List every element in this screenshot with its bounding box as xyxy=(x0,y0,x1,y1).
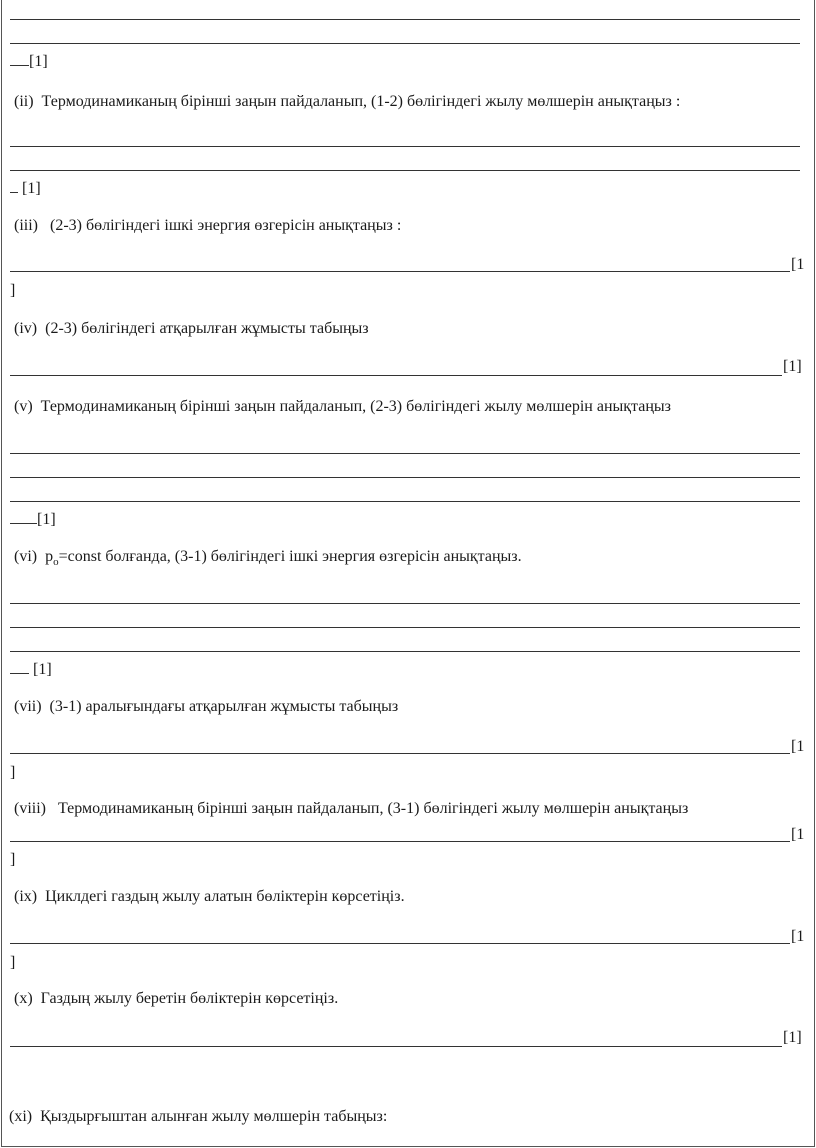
question-label: (iv) xyxy=(14,320,38,337)
question-text: (2-3) бөлігіндегі ішкі энергия өзгерісін анықтаңыз : xyxy=(50,217,402,234)
mark-allocation: [1] xyxy=(10,178,41,198)
question-text: Циклдегі газдың жылу алатын бөліктерін көрсетіңіз. xyxy=(45,888,405,905)
question-label: (iii) xyxy=(14,217,38,234)
answer-line[interactable] xyxy=(10,477,800,478)
answer-line[interactable] xyxy=(10,453,800,454)
question-ix xyxy=(14,888,405,906)
answer-line[interactable] xyxy=(10,375,782,376)
question-text: Қыздырғыштан алынған жылу мөлшерін табыңыз: xyxy=(40,1108,388,1125)
question-label: (ix) xyxy=(14,888,38,905)
answer-line[interactable] xyxy=(10,501,800,502)
question-iv xyxy=(14,320,369,338)
question-label: (vi) xyxy=(14,548,38,565)
question-text-subscript: o xyxy=(53,556,59,569)
question-text: (3-1) аралығындағы атқарылған жұмысты табыңыз xyxy=(49,698,399,715)
question-xi xyxy=(9,1108,387,1126)
question-label: (x) xyxy=(14,990,33,1007)
mark-allocation: [1] xyxy=(10,659,52,679)
question-label: (vii) xyxy=(14,698,42,715)
answer-line[interactable] xyxy=(10,651,800,652)
question-text-p: p xyxy=(45,548,54,565)
mark-allocation: ] xyxy=(10,282,16,299)
question-text: Термодинамиканың бірінші заңын пайдаланып, (2-3) бөлігіндегі жылу мөлшерін анықтаңыз xyxy=(40,398,671,415)
question-iii xyxy=(14,217,401,235)
question-label: (v) xyxy=(14,398,33,415)
mark-allocation: [1 xyxy=(791,928,805,945)
question-label: (xi) xyxy=(9,1108,33,1125)
answer-line[interactable] xyxy=(10,841,790,842)
answer-line[interactable] xyxy=(10,170,800,171)
question-x xyxy=(14,990,338,1008)
mark-allocation: ] xyxy=(10,851,16,868)
mark-allocation: ] xyxy=(10,954,16,971)
answer-line[interactable] xyxy=(10,753,790,754)
worksheet-page xyxy=(1,0,815,1147)
question-text: =const болғанда, (3-1) бөлігіндегі ішкі энергия өзгерісін анықтаңыз. xyxy=(58,548,522,565)
mark-allocation: [1] xyxy=(10,51,48,71)
mark-allocation: [1 xyxy=(791,738,805,755)
mark-allocation: ] xyxy=(10,764,16,781)
answer-line[interactable] xyxy=(10,43,800,44)
answer-line[interactable] xyxy=(10,1046,782,1047)
mark-allocation: [1] xyxy=(783,358,802,375)
answer-line[interactable] xyxy=(10,943,790,944)
mark-allocation: [1 xyxy=(791,256,805,273)
mark-allocation: [1 xyxy=(791,826,805,843)
question-v xyxy=(14,398,671,416)
answer-line[interactable] xyxy=(10,19,800,20)
mark-allocation: [1] xyxy=(10,509,56,529)
question-vii xyxy=(14,698,398,716)
question-label: (ii) xyxy=(14,93,34,110)
question-label: (viii) xyxy=(14,800,46,817)
question-text: (2-3) бөлігіндегі атқарылған жұмысты табыңыз xyxy=(45,320,369,337)
answer-line[interactable] xyxy=(10,627,800,628)
question-viii xyxy=(14,800,688,818)
mark-allocation: [1] xyxy=(783,1029,802,1046)
question-text: Термодинамиканың бірінші заңын пайдаланып, (1-2) бөлігіндегі жылу мөлшерін анықтаңыз : xyxy=(41,93,681,110)
answer-line[interactable] xyxy=(10,271,790,272)
question-vi xyxy=(14,548,522,571)
question-ii xyxy=(14,93,680,111)
answer-line[interactable] xyxy=(10,603,800,604)
question-text: Газдың жылу беретін бөліктерін көрсетіңіз. xyxy=(40,990,339,1007)
answer-line[interactable] xyxy=(10,146,800,147)
question-text: Термодинамиканың бірінші заңын пайдаланып, (3-1) бөлігіндегі жылу мөлшерін анықтаңыз xyxy=(58,800,689,817)
